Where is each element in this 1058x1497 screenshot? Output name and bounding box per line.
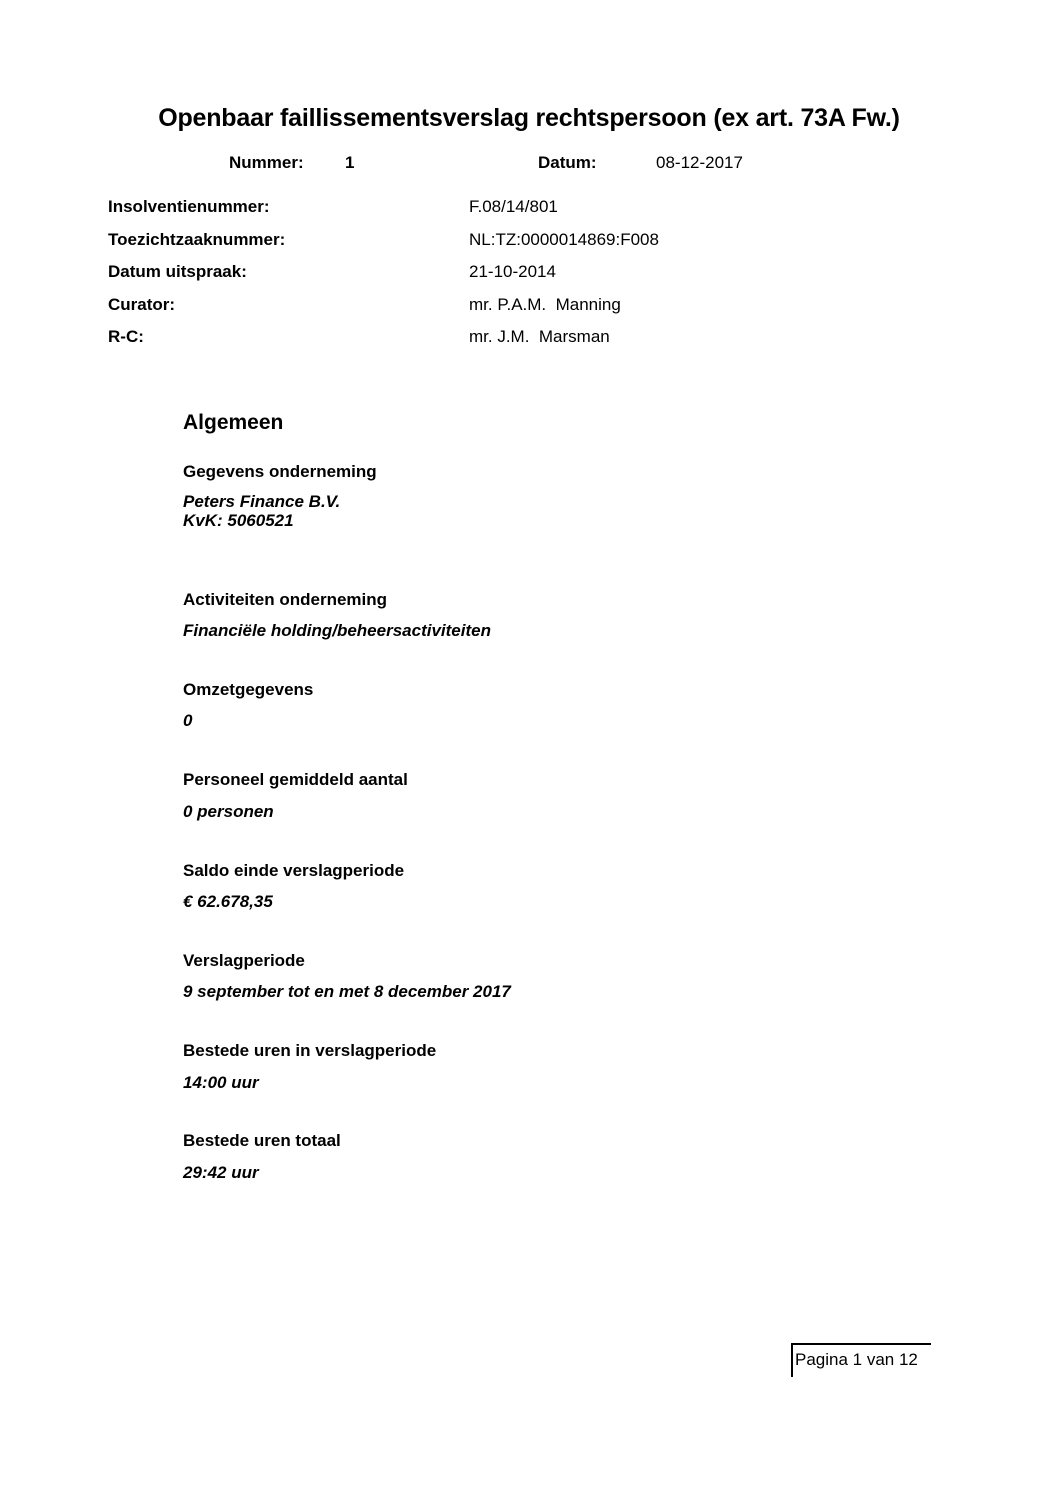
nummer-label: Nummer:	[229, 153, 304, 172]
uren-totaal-value: 29:42 uur	[183, 1163, 259, 1182]
personeel-value: 0 personen	[183, 802, 274, 821]
document-title: Openbaar faillissementsverslag rechtspersoon (ex art. 73A Fw.)	[158, 104, 900, 132]
saldo-label: Saldo einde verslagperiode	[183, 861, 405, 880]
curator-value: mr. P.A.M. Manning	[469, 295, 621, 314]
datum-label: Datum:	[538, 153, 597, 172]
uren-totaal-label: Bestede uren totaal	[183, 1131, 341, 1150]
activiteiten-onderneming-value: Financiële holding/beheersactiviteiten	[183, 621, 491, 640]
gegevens-onderneming-name: Peters Finance B.V.	[183, 492, 341, 511]
activiteiten-onderneming-label: Activiteiten onderneming	[183, 590, 388, 609]
datum-value: 08-12-2017	[656, 153, 743, 172]
curator-label: Curator:	[108, 295, 176, 314]
rc-value: mr. J.M. Marsman	[469, 327, 610, 346]
nummer-value: 1	[345, 153, 355, 172]
personeel-label: Personeel gemiddeld aantal	[183, 770, 408, 789]
toezichtzaaknummer-value: NL:TZ:0000014869:F008	[469, 230, 659, 249]
insolventienummer-label: Insolventienummer:	[108, 197, 270, 216]
gegevens-onderneming-label: Gegevens onderneming	[183, 462, 377, 481]
saldo-value: € 62.678,35	[183, 892, 273, 911]
toezichtzaaknummer-label: Toezichtzaaknummer:	[108, 230, 286, 249]
section-heading-algemeen: Algemeen	[183, 411, 284, 434]
omzetgegevens-label: Omzetgegevens	[183, 680, 314, 699]
gegevens-onderneming-kvk: KvK: 5060521	[183, 511, 294, 530]
verslagperiode-label: Verslagperiode	[183, 951, 305, 970]
page-number: Pagina 1 van 12	[795, 1350, 918, 1369]
omzetgegevens-value: 0	[183, 711, 193, 730]
datum-uitspraak-value: 21-10-2014	[469, 262, 556, 281]
rc-label: R-C:	[108, 327, 144, 346]
datum-uitspraak-label: Datum uitspraak:	[108, 262, 247, 281]
insolventienummer-value: F.08/14/801	[469, 197, 558, 216]
uren-verslagperiode-value: 14:00 uur	[183, 1073, 259, 1092]
uren-verslagperiode-label: Bestede uren in verslagperiode	[183, 1041, 437, 1060]
verslagperiode-value: 9 september tot en met 8 december 2017	[183, 982, 511, 1001]
